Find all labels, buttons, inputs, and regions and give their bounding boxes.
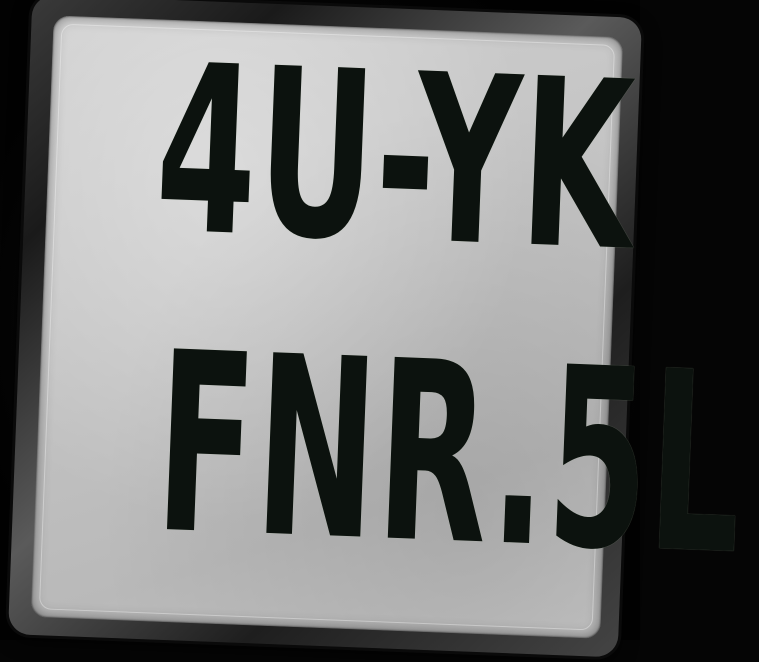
license-plate	[31, 14, 748, 638]
plate-line-bottom: FNR.5L	[151, 299, 748, 611]
plate-line-top: 4U-YK	[151, 14, 640, 303]
license-plate-frame	[8, 0, 748, 657]
